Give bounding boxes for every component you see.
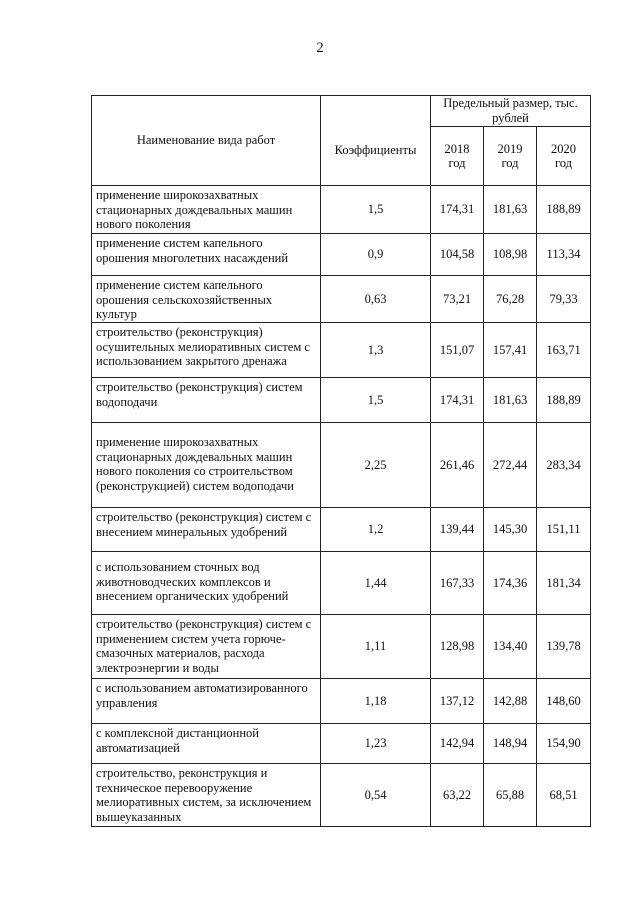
table-row [92,679,591,724]
header-year-2018: 2018 год [431,127,484,186]
header-work-type: Наименование вида работ [92,96,321,186]
coefficient-cell: 1,44 [321,552,431,615]
value-2019-cell: 148,94 [484,724,537,764]
work-type-cell: с комплексной дистанционной автоматизацией [92,724,321,764]
value-2019-cell: 108,98 [484,234,537,276]
value-2019-cell: 181,63 [484,186,537,234]
value-2018-cell: 139,44 [431,508,484,552]
value-2020-cell: 154,90 [537,724,591,764]
work-type-cell: с использованием автоматизированного управления [92,679,321,724]
coefficient-cell: 1,23 [321,724,431,764]
value-2020-cell: 181,34 [537,552,591,615]
table-row [92,234,591,276]
value-2020-cell: 283,34 [537,423,591,508]
coefficient-cell: 0,63 [321,276,431,323]
value-2019-cell: 272,44 [484,423,537,508]
table-row [92,508,591,552]
value-2019-cell: 181,63 [484,378,537,423]
table-row [92,186,591,234]
value-2018-cell: 73,21 [431,276,484,323]
value-2018-cell: 142,94 [431,724,484,764]
value-2018-cell: 104,58 [431,234,484,276]
value-2018-cell: 174,31 [431,378,484,423]
value-2019-cell: 157,41 [484,323,537,378]
work-type-cell: строительство (реконструкция) осушительных мелиоративных систем с использованием закрытого дренажа [92,323,321,378]
value-2020-cell: 188,89 [537,378,591,423]
table-row [92,323,591,378]
work-type-cell: строительство (реконструкция) систем с внесением минеральных удобрений [92,508,321,552]
value-2019-cell: 174,36 [484,552,537,615]
value-2020-cell: 163,71 [537,323,591,378]
work-type-cell: применение систем капельного орошения сельскохозяйственных культур [92,276,321,323]
value-2020-cell: 151,11 [537,508,591,552]
value-2020-cell: 188,89 [537,186,591,234]
value-2018-cell: 261,46 [431,423,484,508]
work-type-cell: строительство (реконструкция) систем с применением систем учета горюче-смазочных материалов, расхода электроэнергии и воды [92,615,321,679]
header-year-2019: 2019 год [484,127,537,186]
value-2020-cell: 68,51 [537,764,591,827]
table-row [92,724,591,764]
work-type-cell: применение широкозахватных стационарных дождевальных машин нового поколения [92,186,321,234]
value-2018-cell: 174,31 [431,186,484,234]
coefficient-cell: 1,11 [321,615,431,679]
coefficient-cell: 1,5 [321,186,431,234]
work-type-cell: строительство (реконструкция) систем водоподачи [92,378,321,423]
value-2018-cell: 137,12 [431,679,484,724]
value-2020-cell: 148,60 [537,679,591,724]
value-2020-cell: 113,34 [537,234,591,276]
work-type-cell: строительство, реконструкция и техническое перевооружение мелиоративных систем, за исключением вышеуказанных [92,764,321,827]
header-year-2020: 2020 год [537,127,591,186]
value-2019-cell: 145,30 [484,508,537,552]
value-2019-cell: 65,88 [484,764,537,827]
value-2018-cell: 63,22 [431,764,484,827]
table-row [92,552,591,615]
coefficient-cell: 1,2 [321,508,431,552]
value-2019-cell: 142,88 [484,679,537,724]
table-row [92,764,591,827]
value-2020-cell: 139,78 [537,615,591,679]
table-row [92,276,591,323]
limits-table [91,95,591,827]
header-coefficients: Коэффициенты [321,96,431,186]
value-2020-cell: 79,33 [537,276,591,323]
coefficient-cell: 1,18 [321,679,431,724]
coefficient-cell: 1,3 [321,323,431,378]
value-2018-cell: 128,98 [431,615,484,679]
coefficient-cell: 0,54 [321,764,431,827]
value-2018-cell: 151,07 [431,323,484,378]
coefficient-cell: 2,25 [321,423,431,508]
coefficient-cell: 0,9 [321,234,431,276]
work-type-cell: применение систем капельного орошения многолетних насаждений [92,234,321,276]
value-2019-cell: 76,28 [484,276,537,323]
work-type-cell: с использованием сточных вод животноводческих комплексов и внесением органических удобрений [92,552,321,615]
page-number: 2 [316,40,324,56]
coefficient-cell: 1,5 [321,378,431,423]
table-row [92,378,591,423]
header-limit: Предельный размер, тыс. рублей [431,96,591,127]
work-type-cell: применение широкозахватных стационарных дождевальных машин нового поколения со строительством (реконструкцией) систем водоподачи [92,423,321,508]
value-2019-cell: 134,40 [484,615,537,679]
table-row [92,423,591,508]
value-2018-cell: 167,33 [431,552,484,615]
table-row [92,615,591,679]
